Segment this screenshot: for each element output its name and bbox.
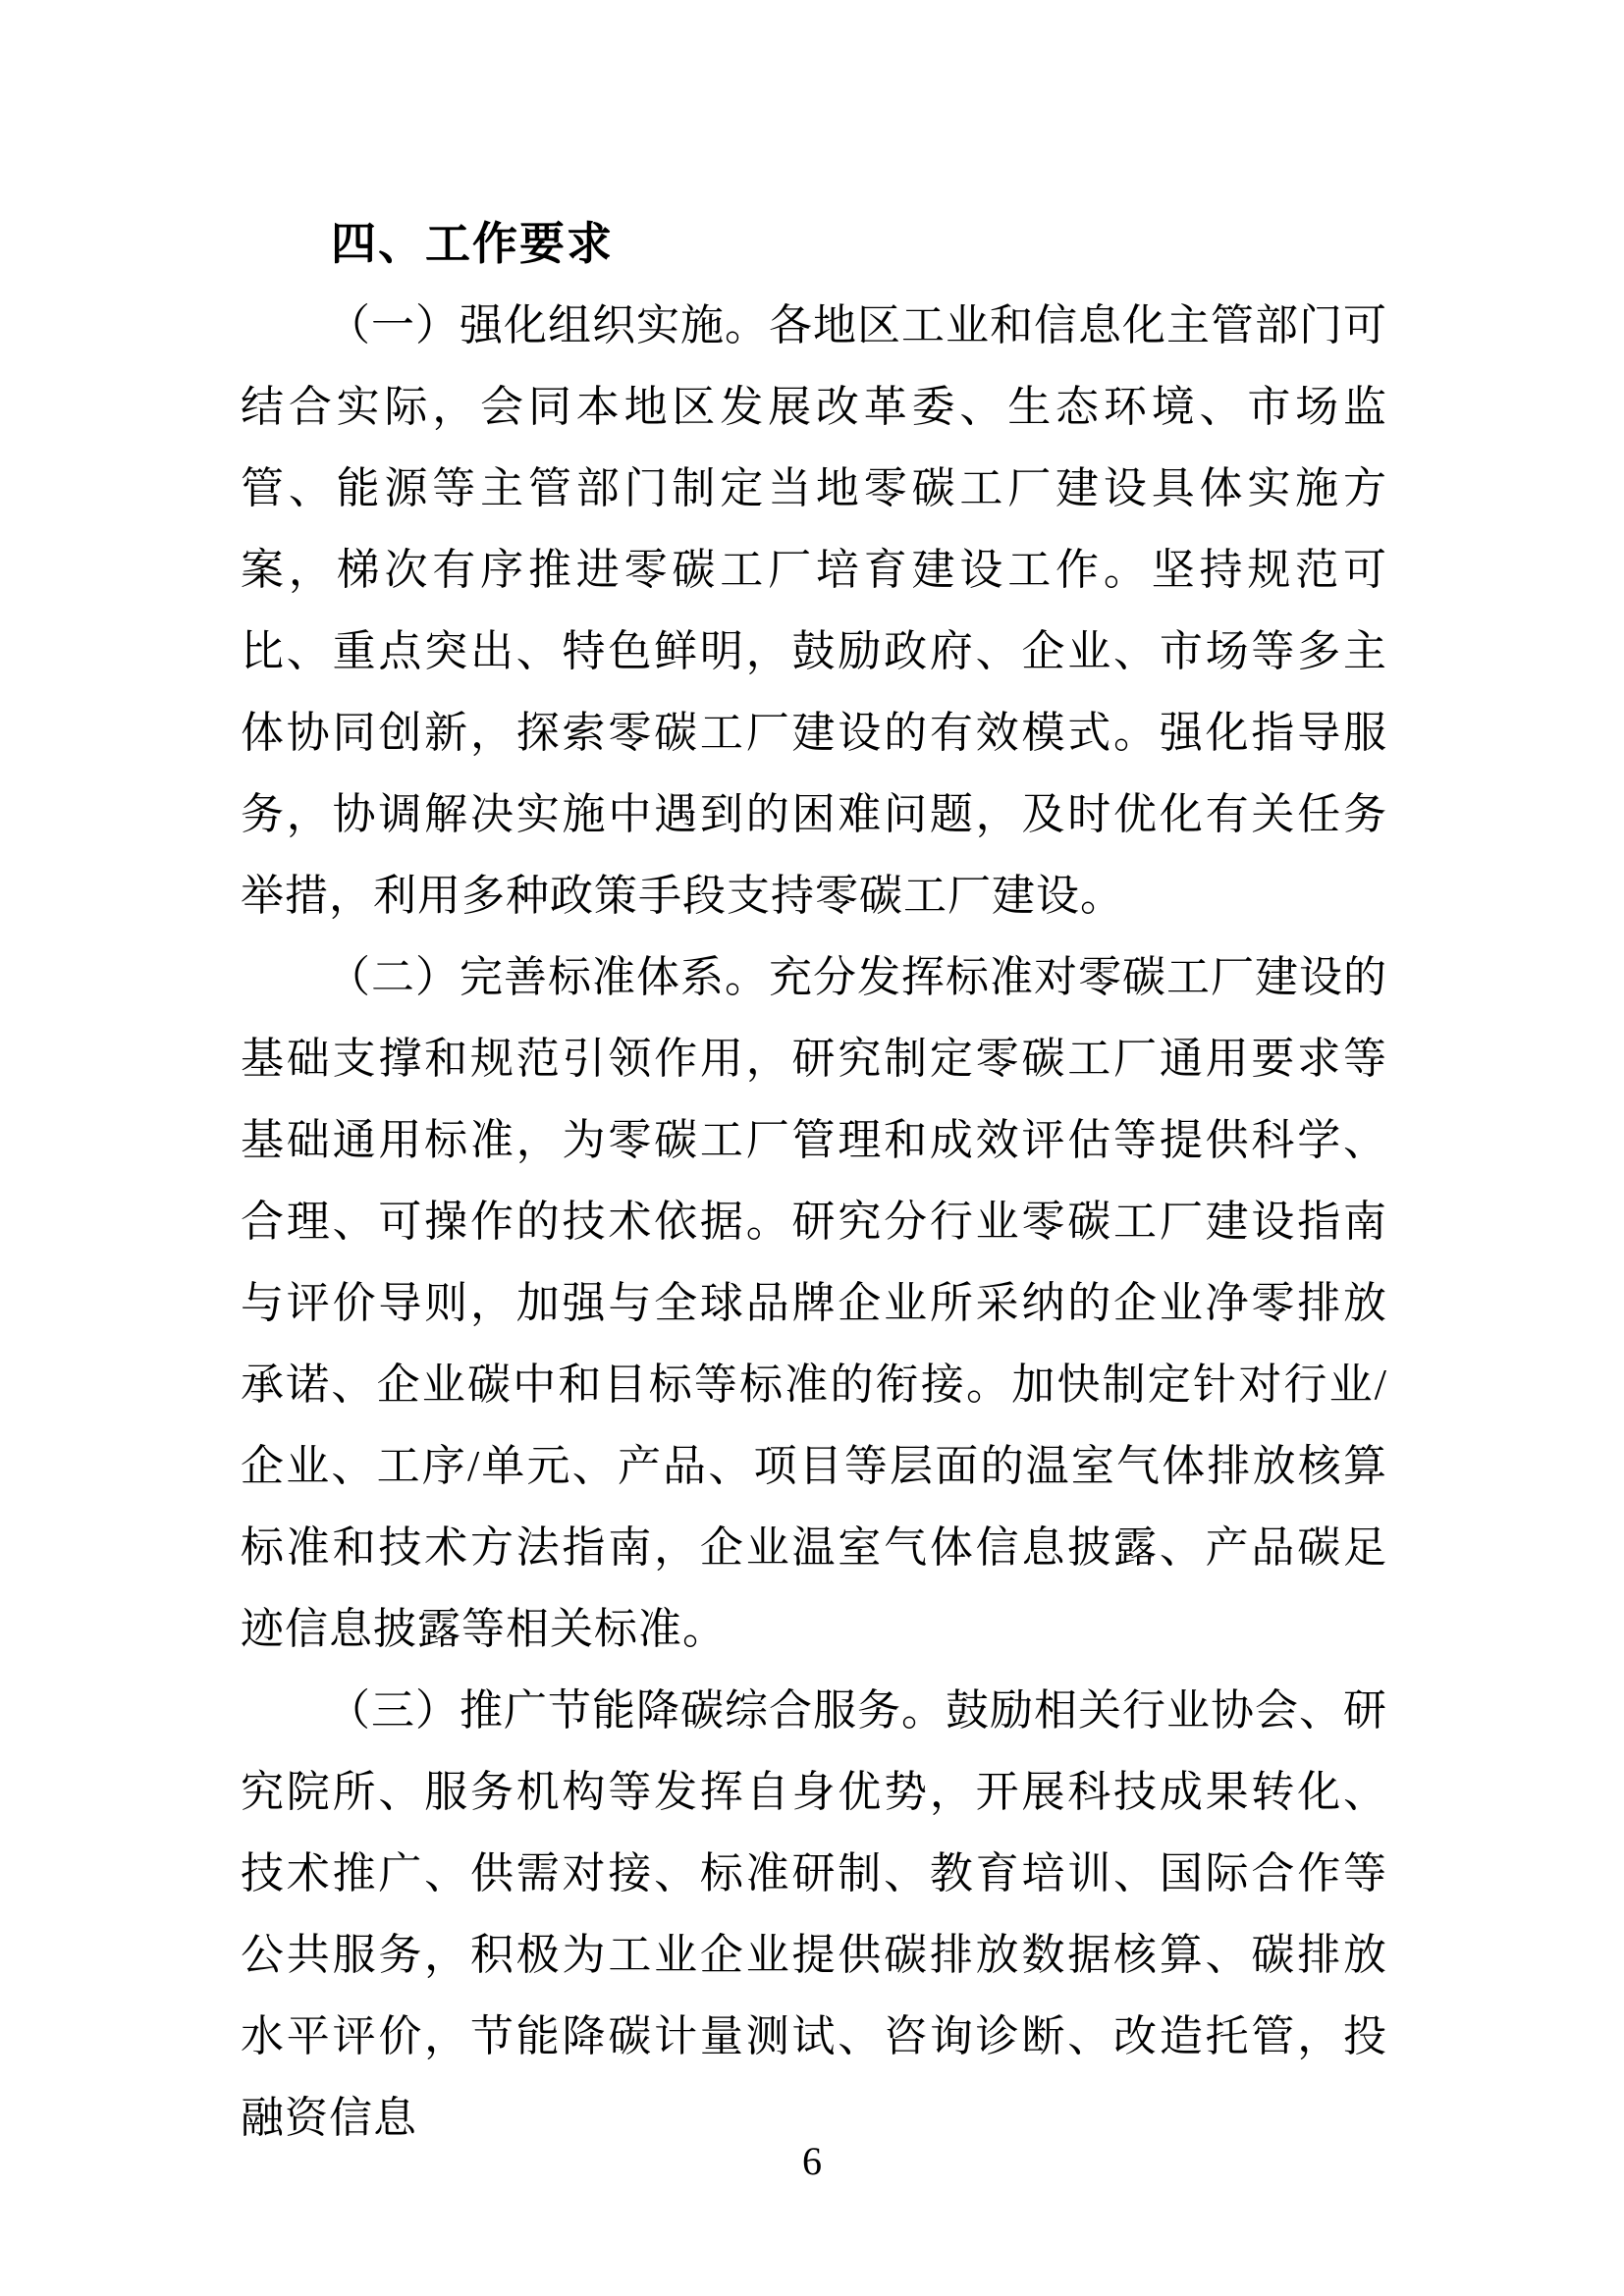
section-heading: 四、工作要求 xyxy=(331,218,614,269)
paragraph-strengthen-organization: （一）强化组织实施。各地区工业和信息化主管部门可结合实际，会同本地区发展改革委、生态环境、市场监管、能源等主管部门制定当地零碳工厂建设具体实施方案，梯次有序推进零碳工厂培育建设工作。坚持规范可比、重点突出、特色鲜明，鼓励政府、企业、市场等多主体协同创新，探索零碳工厂建设的有效模式。强化指导服务，协调解决实施中遇到的困难问题，及时优化有关任务举措，利用多种政策手段支持零碳工厂建设。 xyxy=(241,301,1387,920)
document-content xyxy=(241,203,1387,2159)
page-number: 6 xyxy=(802,2139,822,2183)
paragraph-promote-services: （三）推广节能降碳综合服务。鼓励相关行业协会、研究院所、服务机构等发挥自身优势，开展科技成果转化、技术推广、供需对接、标准研制、教育培训、国际合作等公共服务，积极为工业企业提供碳排放数据核算、碳排放水平评价，节能降碳计量测试、咨询诊断、改造托管，投融资信息 xyxy=(241,1686,1387,2142)
paragraph-improve-standards: （二）完善标准体系。充分发挥标准对零碳工厂建设的基础支撑和规范引领作用，研究制定零碳工厂通用要求等基础通用标准，为零碳工厂管理和成效评估等提供科学、合理、可操作的技术依据。研究分行业零碳工厂建设指南与评价导则，加强与全球品牌企业所采纳的企业净零排放承诺、企业碳中和目标等标准的衔接。加快制定针对行业/企业、工序/单元、产品、项目等层面的温室气体排放核算标准和技术方法指南，企业温室气体信息披露、产品碳足迹信息披露等相关标准。 xyxy=(241,953,1387,1653)
